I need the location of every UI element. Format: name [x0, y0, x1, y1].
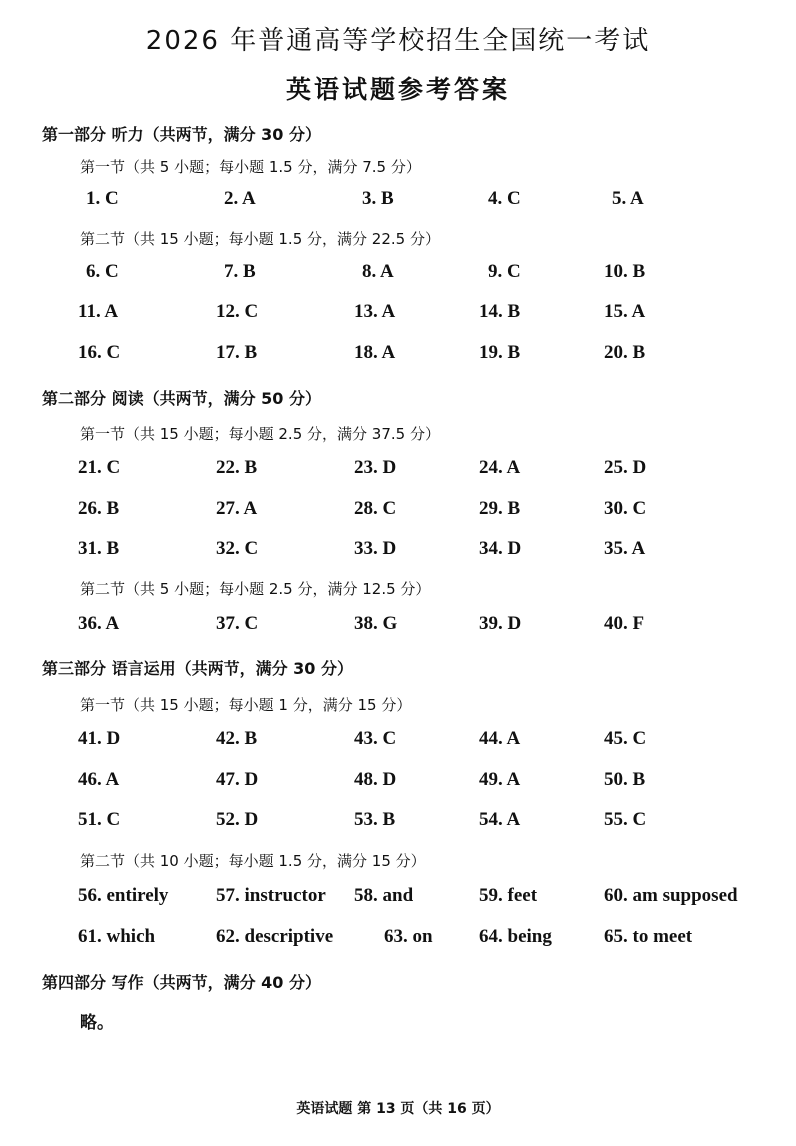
answer-item: 10. B [604, 261, 646, 282]
section-heading: 第二节（共 10 小题；每小题 1.5 分，满分 15 分） [80, 852, 426, 870]
answer-item: 60. am supposed [604, 885, 738, 906]
answer-item: 15. A [604, 301, 646, 322]
answer-item: 26. B [78, 498, 120, 519]
answer-item: 63. on [384, 926, 433, 947]
answer-item: 59. feet [479, 885, 538, 906]
answer-item: 55. C [604, 809, 647, 830]
answer-row [0, 809, 796, 837]
answer-item: 48. D [354, 769, 397, 790]
answer-item: 25. D [604, 457, 647, 478]
writing-note: 略。 [80, 1013, 114, 1033]
answer-item: 35. A [604, 538, 646, 559]
document-subtitle: 英语试题参考答案 [285, 75, 510, 104]
part-heading-writing: 第四部分 写作（共两节，满分 40 分） [42, 973, 321, 992]
answer-item: 20. B [604, 342, 646, 363]
section-heading: 第二节（共 5 小题；每小题 2.5 分，满分 12.5 分） [80, 580, 431, 598]
section-heading: 第一节（共 5 小题；每小题 1.5 分，满分 7.5 分） [80, 158, 421, 176]
answer-item: 9. C [488, 261, 521, 282]
answer-item: 38. G [354, 613, 398, 634]
answer-item: 49. A [479, 769, 521, 790]
answer-item: 42. B [216, 728, 258, 749]
answer-item: 16. C [78, 342, 121, 363]
answer-row [0, 261, 796, 289]
answer-item: 57. instructor [216, 885, 326, 906]
part-heading-listening: 第一部分 听力（共两节，满分 30 分） [42, 125, 321, 144]
part-heading-language-use: 第三部分 语言运用（共两节，满分 30 分） [42, 659, 353, 678]
answer-item: 3. B [362, 188, 394, 209]
answer-item: 27. A [216, 498, 258, 519]
answer-item: 33. D [354, 538, 397, 559]
answer-item: 17. B [216, 342, 258, 363]
answer-item: 41. D [78, 728, 121, 749]
answer-item: 34. D [479, 538, 522, 559]
answer-item: 2. A [224, 188, 256, 209]
answer-item: 58. and [354, 885, 414, 906]
answer-item: 40. F [604, 613, 645, 634]
answer-item: 53. B [354, 809, 396, 830]
answer-item: 61. which [78, 926, 156, 947]
answer-item: 51. C [78, 809, 121, 830]
answer-row [0, 301, 796, 329]
answer-row [0, 457, 796, 485]
answer-item: 23. D [354, 457, 397, 478]
answer-item: 11. A [78, 301, 119, 322]
answer-item: 65. to meet [604, 926, 693, 947]
answer-item: 36. A [78, 613, 120, 634]
answer-item: 45. C [604, 728, 647, 749]
answer-item: 31. B [78, 538, 120, 559]
answer-item: 28. C [354, 498, 397, 519]
answer-item: 44. A [479, 728, 521, 749]
answer-item: 6. C [86, 261, 119, 282]
answer-row [0, 769, 796, 797]
section-heading: 第一节（共 15 小题；每小题 1 分，满分 15 分） [80, 696, 412, 714]
answer-item: 1. C [86, 188, 119, 209]
answer-item: 64. being [479, 926, 552, 947]
page-footer: 英语试题 第 13 页（共 16 页） [296, 1101, 500, 1117]
section-heading: 第一节（共 15 小题；每小题 2.5 分，满分 37.5 分） [80, 425, 440, 443]
answer-row [0, 342, 796, 370]
answer-item: 43. C [354, 728, 397, 749]
exam-title: 2026 年普通高等学校招生全国统一考试 [145, 26, 651, 56]
answer-item: 56. entirely [78, 885, 169, 906]
answer-item: 4. C [488, 188, 521, 209]
answer-item: 14. B [479, 301, 521, 322]
answer-item: 50. B [604, 769, 646, 790]
answer-item: 8. A [362, 261, 394, 282]
answer-item: 39. D [479, 613, 522, 634]
answer-row [0, 926, 796, 954]
part-heading-reading: 第二部分 阅读（共两节，满分 50 分） [42, 389, 321, 408]
answer-item: 24. A [479, 457, 521, 478]
answer-row [0, 188, 796, 216]
answer-item: 46. A [78, 769, 120, 790]
answer-row [0, 613, 796, 641]
answer-item: 7. B [224, 261, 256, 282]
answer-item: 19. B [479, 342, 521, 363]
answer-item: 32. C [216, 538, 259, 559]
answer-item: 22. B [216, 457, 258, 478]
answer-item: 18. A [354, 342, 396, 363]
answer-item: 13. A [354, 301, 396, 322]
answer-item: 47. D [216, 769, 259, 790]
answer-item: 52. D [216, 809, 259, 830]
answer-item: 12. C [216, 301, 259, 322]
section-heading: 第二节（共 15 小题；每小题 1.5 分，满分 22.5 分） [80, 230, 440, 248]
answer-item: 21. C [78, 457, 121, 478]
answer-row [0, 498, 796, 526]
answer-item: 37. C [216, 613, 259, 634]
answer-item: 54. A [479, 809, 521, 830]
answer-row [0, 885, 796, 913]
answer-item: 62. descriptive [216, 926, 334, 947]
answer-item: 30. C [604, 498, 647, 519]
answer-item: 29. B [479, 498, 521, 519]
answer-row [0, 728, 796, 756]
answer-item: 5. A [612, 188, 644, 209]
answer-row [0, 538, 796, 566]
